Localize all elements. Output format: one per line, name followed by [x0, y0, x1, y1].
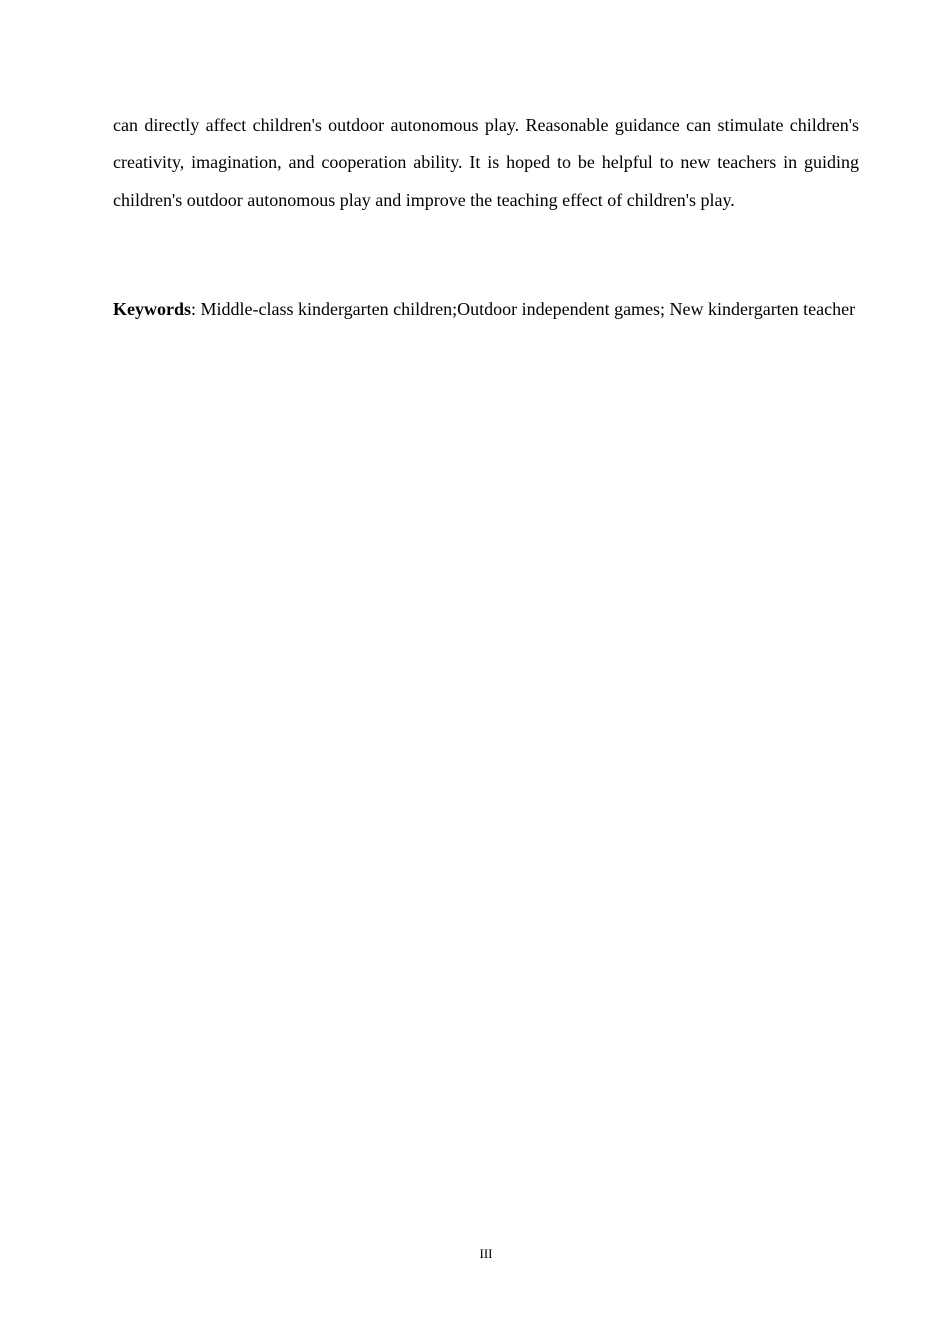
- keywords-label: Keywords: [113, 299, 191, 319]
- keywords-text: Middle-class kindergarten children;Outdoor independent games; New kindergarten teacher: [200, 299, 856, 319]
- abstract-paragraph: can directly affect children's outdoor autonomous play. Reasonable guidance can stimulate children's creativity, imagination, and cooperation ability. It is hoped to be helpful to new teachers in guiding children's outdoor autonomous play and improve the teaching effect of children's play.: [113, 115, 859, 210]
- keywords-separator: :: [191, 299, 201, 319]
- keywords-paragraph: [113, 291, 859, 328]
- page-number: III: [479, 1246, 493, 1261]
